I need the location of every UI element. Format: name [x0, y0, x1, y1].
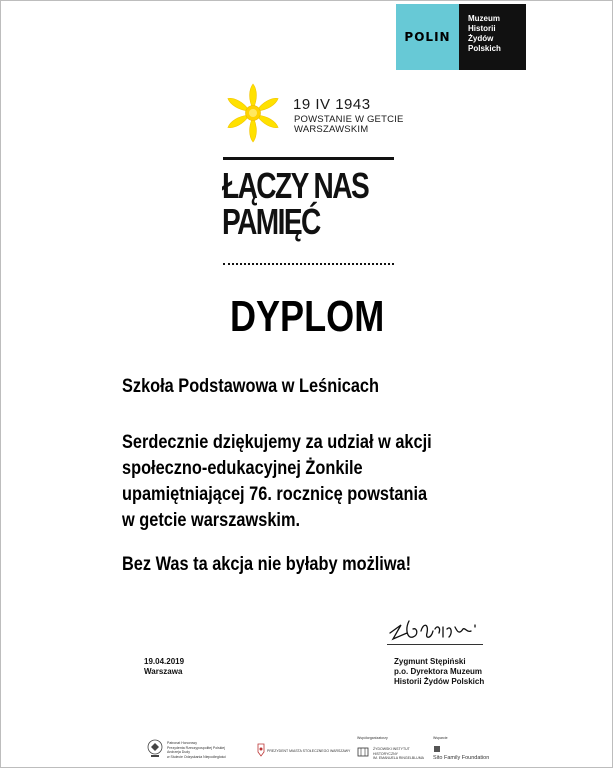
coorganizer-label: Współorganizatorzy: [357, 736, 388, 740]
campaign-slogan: [222, 165, 369, 242]
patronage-line: w Stulecie Odzyskania Niepodległości: [167, 754, 226, 759]
slogan-top-rule: [223, 157, 394, 160]
partners-footer: [1, 731, 613, 767]
signer-name: Zygmunt Stępiński: [394, 657, 466, 666]
diploma-title: [1, 292, 613, 342]
museum-name-line: Żydów: [468, 34, 494, 43]
uprising-name-line: WARSZAWSKIM: [294, 124, 369, 135]
uprising-name: [294, 115, 404, 135]
slogan-bottom-rule: [223, 263, 394, 265]
patronage-line: Prezydenta Rzeczypospolitej Polskiej: [167, 745, 225, 750]
message-line: Serdecznie dziękujemy za udział w akcji: [122, 432, 432, 453]
diploma-title-text: DYPLOM: [230, 292, 385, 341]
message-line: upamiętniającej 76. rocznicę powstania: [122, 484, 428, 505]
thank-you-message: [122, 430, 432, 534]
coorganizer-line: IM. EMANUELA RINGELBLUMA: [373, 756, 424, 760]
jewish-institute-icon: [357, 747, 369, 757]
museum-name-line: Muzeum: [468, 14, 500, 23]
coorganizer-line: HISTORYCZNY: [373, 751, 398, 756]
signer-title-line: Historii Żydów Polskich: [394, 677, 485, 686]
recipient-name: Szkoła Podstawowa w Leśnicach: [122, 376, 379, 397]
museum-name-line: Polskich: [468, 44, 501, 53]
mayor-patronage: PREZYDENT MIASTA STOŁECZNEGO WARSZAWY: [267, 749, 351, 753]
issue-place: Warszawa: [144, 667, 183, 676]
slogan-line: ŁĄCZY NAS: [222, 165, 369, 206]
message-line: społeczno-edukacyjnej Żonkile: [122, 458, 363, 479]
museum-name-line: Historii: [468, 24, 496, 33]
daffodil-icon: [222, 83, 284, 143]
closing-line: Bez Was ta akcja nie byłaby możliwa!: [122, 554, 412, 575]
polin-wordmark-box: [396, 4, 459, 70]
uprising-date: 19 IV 1943: [293, 96, 371, 113]
museum-name: [459, 4, 526, 70]
sito-foundation-icon: [433, 745, 441, 753]
honorary-patronage: [167, 741, 226, 759]
warsaw-crest-icon: [257, 743, 265, 757]
handwritten-signature: [387, 613, 487, 647]
polin-logo: [396, 4, 526, 70]
patronage-line: Andrzeja Dudy: [167, 750, 190, 754]
support-name: Sito Family Foundation: [433, 755, 490, 761]
support-label: Wsparcie: [433, 736, 448, 740]
uprising-name-line: POWSTANIE W GETCIE: [294, 114, 404, 125]
coorganizer-name: [373, 747, 424, 761]
signature-line: [387, 644, 483, 645]
slogan-line: PAMIĘĆ: [222, 201, 320, 242]
message-line: w getcie warszawskim.: [122, 510, 301, 531]
issue-date: 19.04.2019: [144, 657, 185, 666]
polin-wordmark: POLIN: [404, 30, 451, 44]
patronage-line: Patronat Honorowy: [167, 741, 197, 745]
signer-title-line: p.o. Dyrektora Muzeum: [394, 667, 483, 676]
coorganizer-line: ŻYDOWSKI INSTYTUT: [373, 747, 410, 751]
signer-block: [394, 657, 484, 687]
presidential-eagle-icon: [147, 739, 163, 759]
issue-date-place: [144, 657, 184, 677]
